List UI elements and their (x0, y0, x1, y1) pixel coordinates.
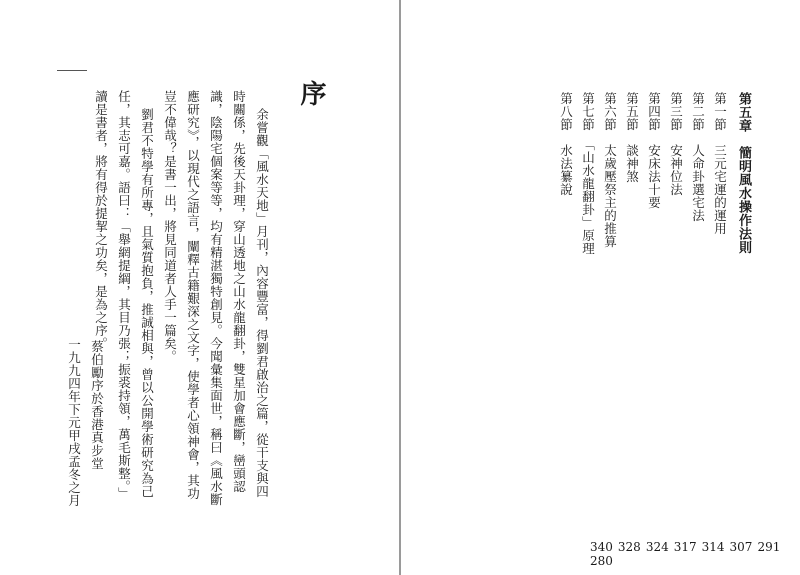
header-rule (57, 70, 87, 71)
preface-line-5: 豈不偉哉？是書一出，將見同道者人手一篇矣。 (162, 90, 178, 363)
page-number: 340 (590, 540, 613, 554)
preface-line-4: 應研究》，以現代之語言，闡釋古籍艱深之文字，使學者心領神會，其功 (185, 90, 201, 500)
preface-title: 序 (296, 80, 326, 106)
preface-line-8: 讀是書者，將有得於提挈之功矣，是為之序。 (93, 90, 109, 350)
page-number: 328 (617, 540, 641, 554)
preface-line-6: 劉君不特學有所專，且氣質抱負，推誠相與，曾以公開學術研究為己 (139, 108, 155, 498)
preface-line-3: 識，陰陽宅個案等等，均有精湛獨特創見。今聞彙集面世，稱曰《風水斷 (208, 90, 224, 506)
preface-date: 一九九四年下元甲戌孟冬之月 (66, 338, 82, 507)
preface-line-2: 時關係，先後天卦理，穿山透地之山水龍翻卦，雙星加會應斷，巒頭認 (231, 90, 247, 493)
page-number: 314 (701, 540, 725, 554)
preface-line-1: 余嘗觀「風水天地」月刊，內容豐富，得劉君啟治之篇，從干支與四 (254, 108, 270, 498)
toc-section-4: 第四節 安床法十要 (646, 92, 662, 209)
toc-section-8: 第八節 水法纂說 (558, 92, 574, 196)
page-number: 307 (729, 540, 753, 554)
toc-chapter: 第五章 簡明風水操作法則 (736, 92, 751, 254)
toc-section-3: 第三節 安神位法 (668, 92, 684, 196)
toc-section-6: 第六節 太歲壓祭主的推算 (602, 92, 618, 248)
page-number: 317 (673, 540, 697, 554)
toc-section-5: 第五節 談神煞 (624, 92, 640, 183)
page-number: 324 (645, 540, 669, 554)
page-number: 280 (590, 554, 613, 568)
preface-signature: 蔡伯勵序於香港真步堂 (89, 340, 105, 470)
toc-page-numbers (590, 540, 800, 568)
page-number: 291 (757, 540, 781, 554)
right-page (400, 0, 800, 575)
toc-section-2: 第二節 人命卦選宅法 (690, 92, 706, 222)
toc-section-7: 第七節 「山水龍翻卦」原理 (580, 92, 596, 255)
toc-section-1: 第一節 三元宅運的運用 (712, 92, 728, 235)
preface-line-7: 任，其志可嘉。語曰：「舉網提綱，其目乃張；振裘持領，萬毛斯整。」 (116, 90, 132, 500)
